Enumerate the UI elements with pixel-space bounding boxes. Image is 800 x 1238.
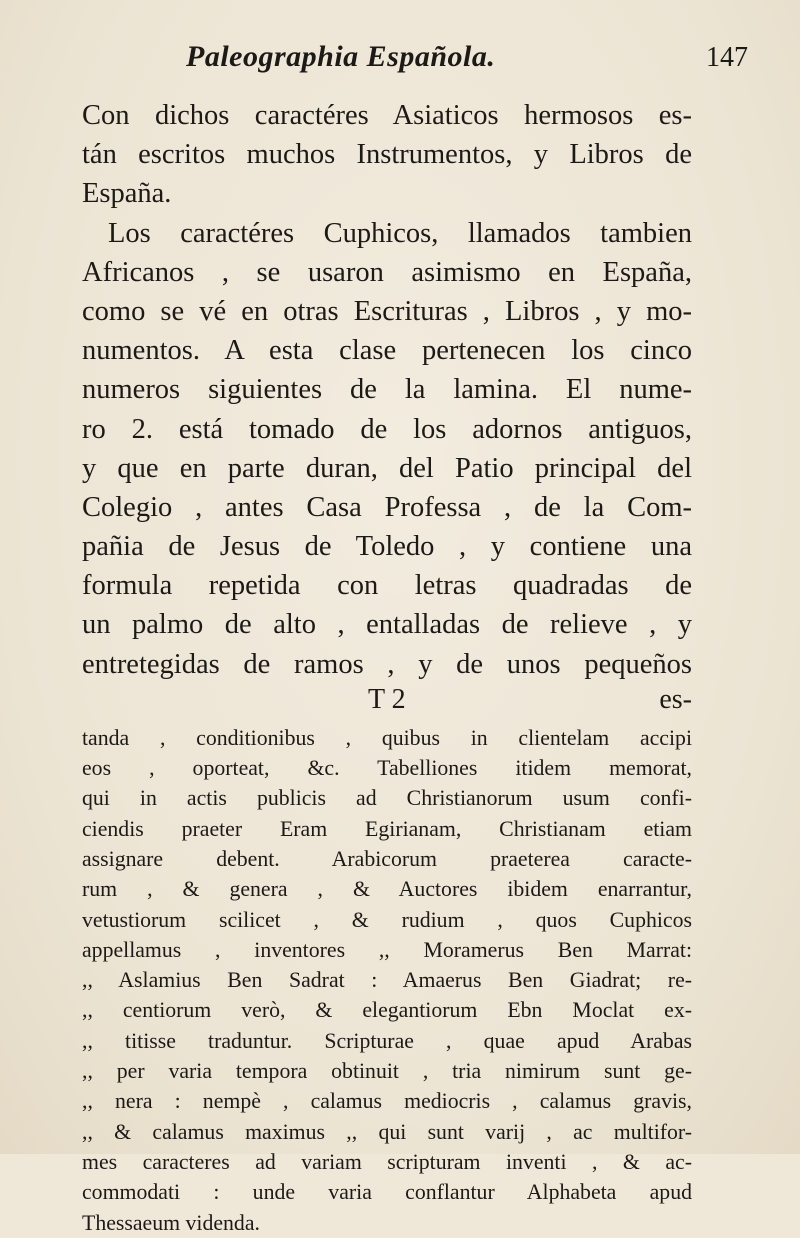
page-header [0, 40, 800, 90]
footnote-line: rum , & genera , & Auctores ibidem enarrantur, [82, 877, 692, 902]
text-line: ro 2. está tomado de los adornos antiguos, [82, 413, 692, 445]
text-line: un palmo de alto , entalladas de relieve , y [82, 609, 692, 641]
footnote-line: ,, & calamus maximus ,, qui sunt varij , ac multifor- [82, 1119, 692, 1144]
signature-mark: T 2 [368, 683, 406, 715]
text-line: Africanos , se usaron asimismo en España, [82, 256, 692, 288]
footnote-line: eos , oporteat, &c. Tabelliones itidem memorat, [82, 756, 692, 781]
footnote-line: appellamus , inventores ,, Moramerus Ben Marrat: [82, 937, 692, 962]
text-line: formula repetida con letras quadradas de [82, 570, 692, 602]
footnote-line: qui in actis publicis ad Christianorum usum confi- [82, 786, 692, 811]
footnote-line: mes caracteres ad variam scripturam inventi , & ac- [82, 1149, 692, 1174]
main-paragraphs [82, 96, 692, 684]
text-line: Los caractéres Cuphicos, llamados tambien [108, 217, 692, 249]
footnote-line: ,, centiorum verò, & elegantiorum Ebn Moclat ex- [82, 998, 692, 1023]
text-line: entretegidas de ramos , y de unos pequeños [82, 648, 692, 680]
text-line: numentos. A esta clase pertenecen los cinco [82, 335, 692, 367]
text-line: como se vé en otras Escrituras , Libros , y mo- [82, 295, 692, 327]
text-line: y que en parte duran, del Patio principal del [82, 452, 692, 484]
footnote-line: tanda , conditionibus , quibus in clientelam accipi [82, 725, 692, 750]
footnote-line: ,, per varia tempora obtinuit , tria nimirum sunt ge- [82, 1059, 692, 1084]
footnote-line: vetustiorum scilicet , & rudium , quos Cuphicos [82, 907, 692, 932]
footnote-line: commodati : unde varia conflantur Alphabeta apud [82, 1180, 692, 1205]
catchword: es- [659, 683, 692, 715]
latin-footnote [82, 723, 692, 1238]
text-line: España. [82, 178, 172, 210]
text-line: pañia de Jesus de Toledo , y contiene una [82, 531, 692, 563]
footnote-line: ,, titisse traduntur. Scripturae , quae apud Arabas [82, 1028, 692, 1053]
footnote-line: assignare debent. Arabicorum praeterea caracte- [82, 847, 692, 871]
text-line: tán escritos muchos Instrumentos, y Libros de [82, 139, 692, 171]
text-line: numeros siguientes de la lamina. El nume- [82, 374, 692, 406]
footnote-line: ,, nera : nempè , calamus mediocris , calamus gravis, [82, 1089, 692, 1114]
footnote-line: Thessaeum videnda. [82, 1210, 260, 1235]
body-text [82, 96, 692, 1238]
footnote-line: ciendis praeter Eram Egirianam, Christianam etiam [82, 816, 692, 841]
text-line: Colegio , antes Casa Professa , de la Com- [82, 491, 692, 523]
signature-row [82, 684, 692, 723]
page-number: 147 [706, 42, 748, 73]
footnote-line: ,, Aslamius Ben Sadrat : Amaerus Ben Giadrat; re- [82, 968, 692, 993]
running-title: Paleographia Española. [186, 40, 496, 73]
text-line: Con dichos caractéres Asiaticos hermosos es- [82, 100, 692, 131]
